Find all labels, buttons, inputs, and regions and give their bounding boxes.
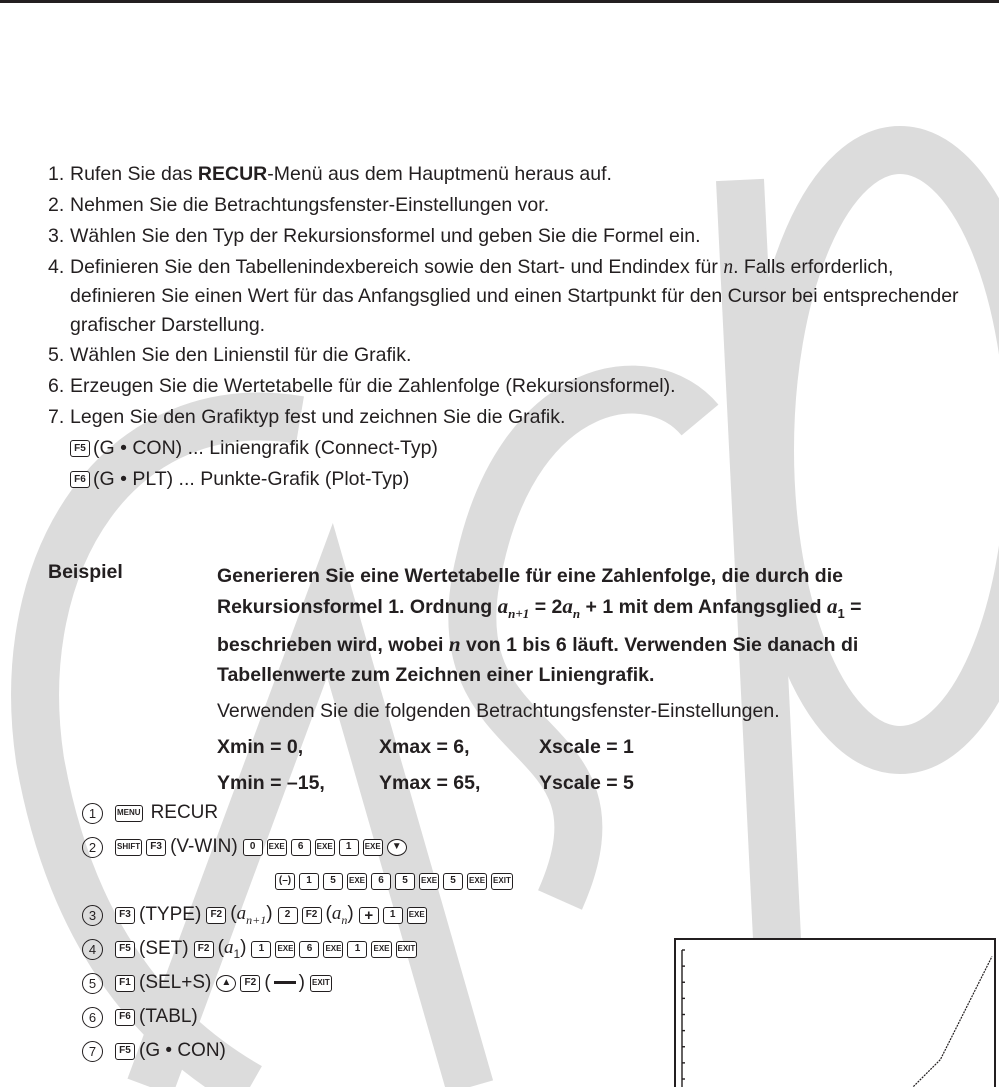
graph-frame [675,939,995,1087]
step-number: 5. [48,344,65,366]
step-circle-icon: 1 [82,803,103,824]
example-line: Generieren Sie eine Wertetabelle für eine Zahlenfolge, die durch die [217,565,843,587]
five-key-icon: 5 [395,873,415,890]
step-circle-icon: 2 [82,837,103,858]
step-circle-icon: 6 [82,1007,103,1028]
step-text: Erzeugen Sie die Wertetabelle für die Zahlenfolge (Rekursionsformel). [70,375,676,397]
op-4: 4 F5 (SET) F2 $(a_1)$ 1 EXE 6 EXE 1 EXE EXIT [82,932,517,966]
exe-key-icon: EXE [275,941,295,958]
sub-item-text: (G • CON) ... Liniengrafik (Connect-Typ) [93,437,438,459]
example-line: beschrieben wird, wobei n von 1 bis 6 läuft. Verwenden Sie danach di [217,631,859,656]
example-block [217,561,999,798]
cursor-up-icon: ▲ [216,975,236,992]
step-4 [48,252,978,340]
six-key-icon: 6 [299,941,319,958]
six-key-icon: 6 [291,839,311,856]
exe-key-icon: EXE [407,907,427,924]
op-2: 2 SHIFT F3 (V-WIN) 0 EXE 6 EXE 1 EXE ▼ [82,830,517,864]
view-window-row-y: Ymin = –15, Ymax = 65, Yscale = 5 [217,771,634,794]
step-circle-icon: 4 [82,939,103,960]
exit-key-icon: EXIT [491,873,513,890]
f6-key-icon: F6 [115,1009,135,1026]
f5-key-icon: F5 [70,440,90,457]
step-number: 6. [48,375,65,397]
f1-key-icon: F1 [115,975,135,992]
f2-key-icon: F2 [302,907,322,924]
five-key-icon: 5 [323,873,343,890]
exit-key-icon: EXIT [396,941,418,958]
example-line: Tabellenwerte zum Zeichnen einer Liniengrafik. [217,663,655,686]
op-1: 1 MENU RECUR [82,796,517,830]
step-number: 3. [48,225,65,247]
step-text: Definieren Sie den Tabellenindexbereich sowie den Start- und Endindex für n. Falls erforderlich, definieren Sie einen Wert für das Anfangsglied und einen Startpunkt für den Cursor bei entsprechender grafischer Darstellung. [70,256,959,336]
exe-key-icon: EXE [347,873,367,890]
step-circle-icon: 3 [82,905,103,926]
f3-key-icon: F3 [115,907,135,924]
step-circle-icon: 7 [82,1041,103,1062]
step-text: Rufen Sie das RECUR-Menü aus dem Hauptmenü heraus auf. [70,163,612,185]
f2-key-icon: F2 [194,941,214,958]
op-7: 7 F5 (G • CON) [82,1034,517,1068]
exe-key-icon: EXE [419,873,439,890]
step-number: 2. [48,194,65,216]
line-graph-screen [674,938,996,1087]
step-text: Wählen Sie den Typ der Rekursionsformel und geben Sie die Formel ein. [70,225,701,247]
f6-key-icon: F6 [70,471,90,488]
example-label: Beispiel [48,561,123,583]
cursor-down-icon: ▼ [387,839,407,856]
exe-key-icon: EXE [467,873,487,890]
f5-key-icon: F5 [115,1043,135,1060]
view-window-intro: Verwenden Sie die folgenden Betrachtungsfenster-Einstellungen. [217,699,780,722]
step-text: Legen Sie den Grafiktyp fest und zeichnen Sie die Grafik. [70,406,566,428]
one-key-icon: 1 [347,941,367,958]
step-number: 7. [48,406,65,428]
step-2 [48,190,978,221]
f2-key-icon: F2 [240,975,260,992]
exe-key-icon: EXE [323,941,343,958]
op-3: 3 F3 (TYPE) F2 $(a_{n+1})$ 2 F2 $(a_n)$ + 1 EXE [82,898,517,932]
plus-key-icon: + [359,907,379,924]
step-1 [48,159,978,190]
exe-key-icon: EXE [315,839,335,856]
op-2-continued [275,864,517,898]
f5-key-icon: F5 [115,941,135,958]
key-operations [82,796,517,1068]
f3-key-icon: F3 [146,839,166,856]
step-circle-icon: 5 [82,973,103,994]
sub-item-connect [70,433,978,464]
step-number: 4. [48,256,65,278]
menu-key-icon: MENU [115,805,143,822]
exe-key-icon: EXE [363,839,383,856]
step-5 [48,340,978,371]
one-key-icon: 1 [383,907,403,924]
step-7 [48,402,978,433]
step-text: Wählen Sie den Linienstil für die Grafik. [70,344,412,366]
zero-key-icon: 0 [243,839,263,856]
procedure-steps [48,159,978,495]
op-5: 5 F1 (SEL+S) ▲ F2 ( ) EXIT [82,966,517,1000]
shift-key-icon: SHIFT [115,839,142,856]
line-style-icon: ( ) [264,972,305,993]
exe-key-icon: EXE [371,941,391,958]
step-text: Nehmen Sie die Betrachtungsfenster-Einstellungen vor. [70,194,550,216]
step-6 [48,371,978,402]
view-window-row-x: Xmin = 0, Xmax = 6, Xscale = 1 [217,735,634,758]
five-key-icon: 5 [443,873,463,890]
two-key-icon: 2 [278,907,298,924]
step-3 [48,221,978,252]
exe-key-icon: EXE [267,839,287,856]
one-key-icon: 1 [251,941,271,958]
step-number: 1. [48,163,65,185]
sub-item-plot [70,464,978,495]
f2-key-icon: F2 [206,907,226,924]
six-key-icon: 6 [371,873,391,890]
one-key-icon: 1 [339,839,359,856]
sub-item-text: (G • PLT) ... Punkte-Grafik (Plot-Typ) [93,468,410,490]
one-key-icon: 1 [299,873,319,890]
negative-key-icon: (–) [275,873,295,890]
example-line: Rekursionsformel 1. Ordnung $a_{n+1} = 2a_n + 1$ mit dem Anfangsglied $a_1$ = [217,594,862,621]
exit-key-icon: EXIT [310,975,332,992]
op-6: 6 F6 (TABL) [82,1000,517,1034]
